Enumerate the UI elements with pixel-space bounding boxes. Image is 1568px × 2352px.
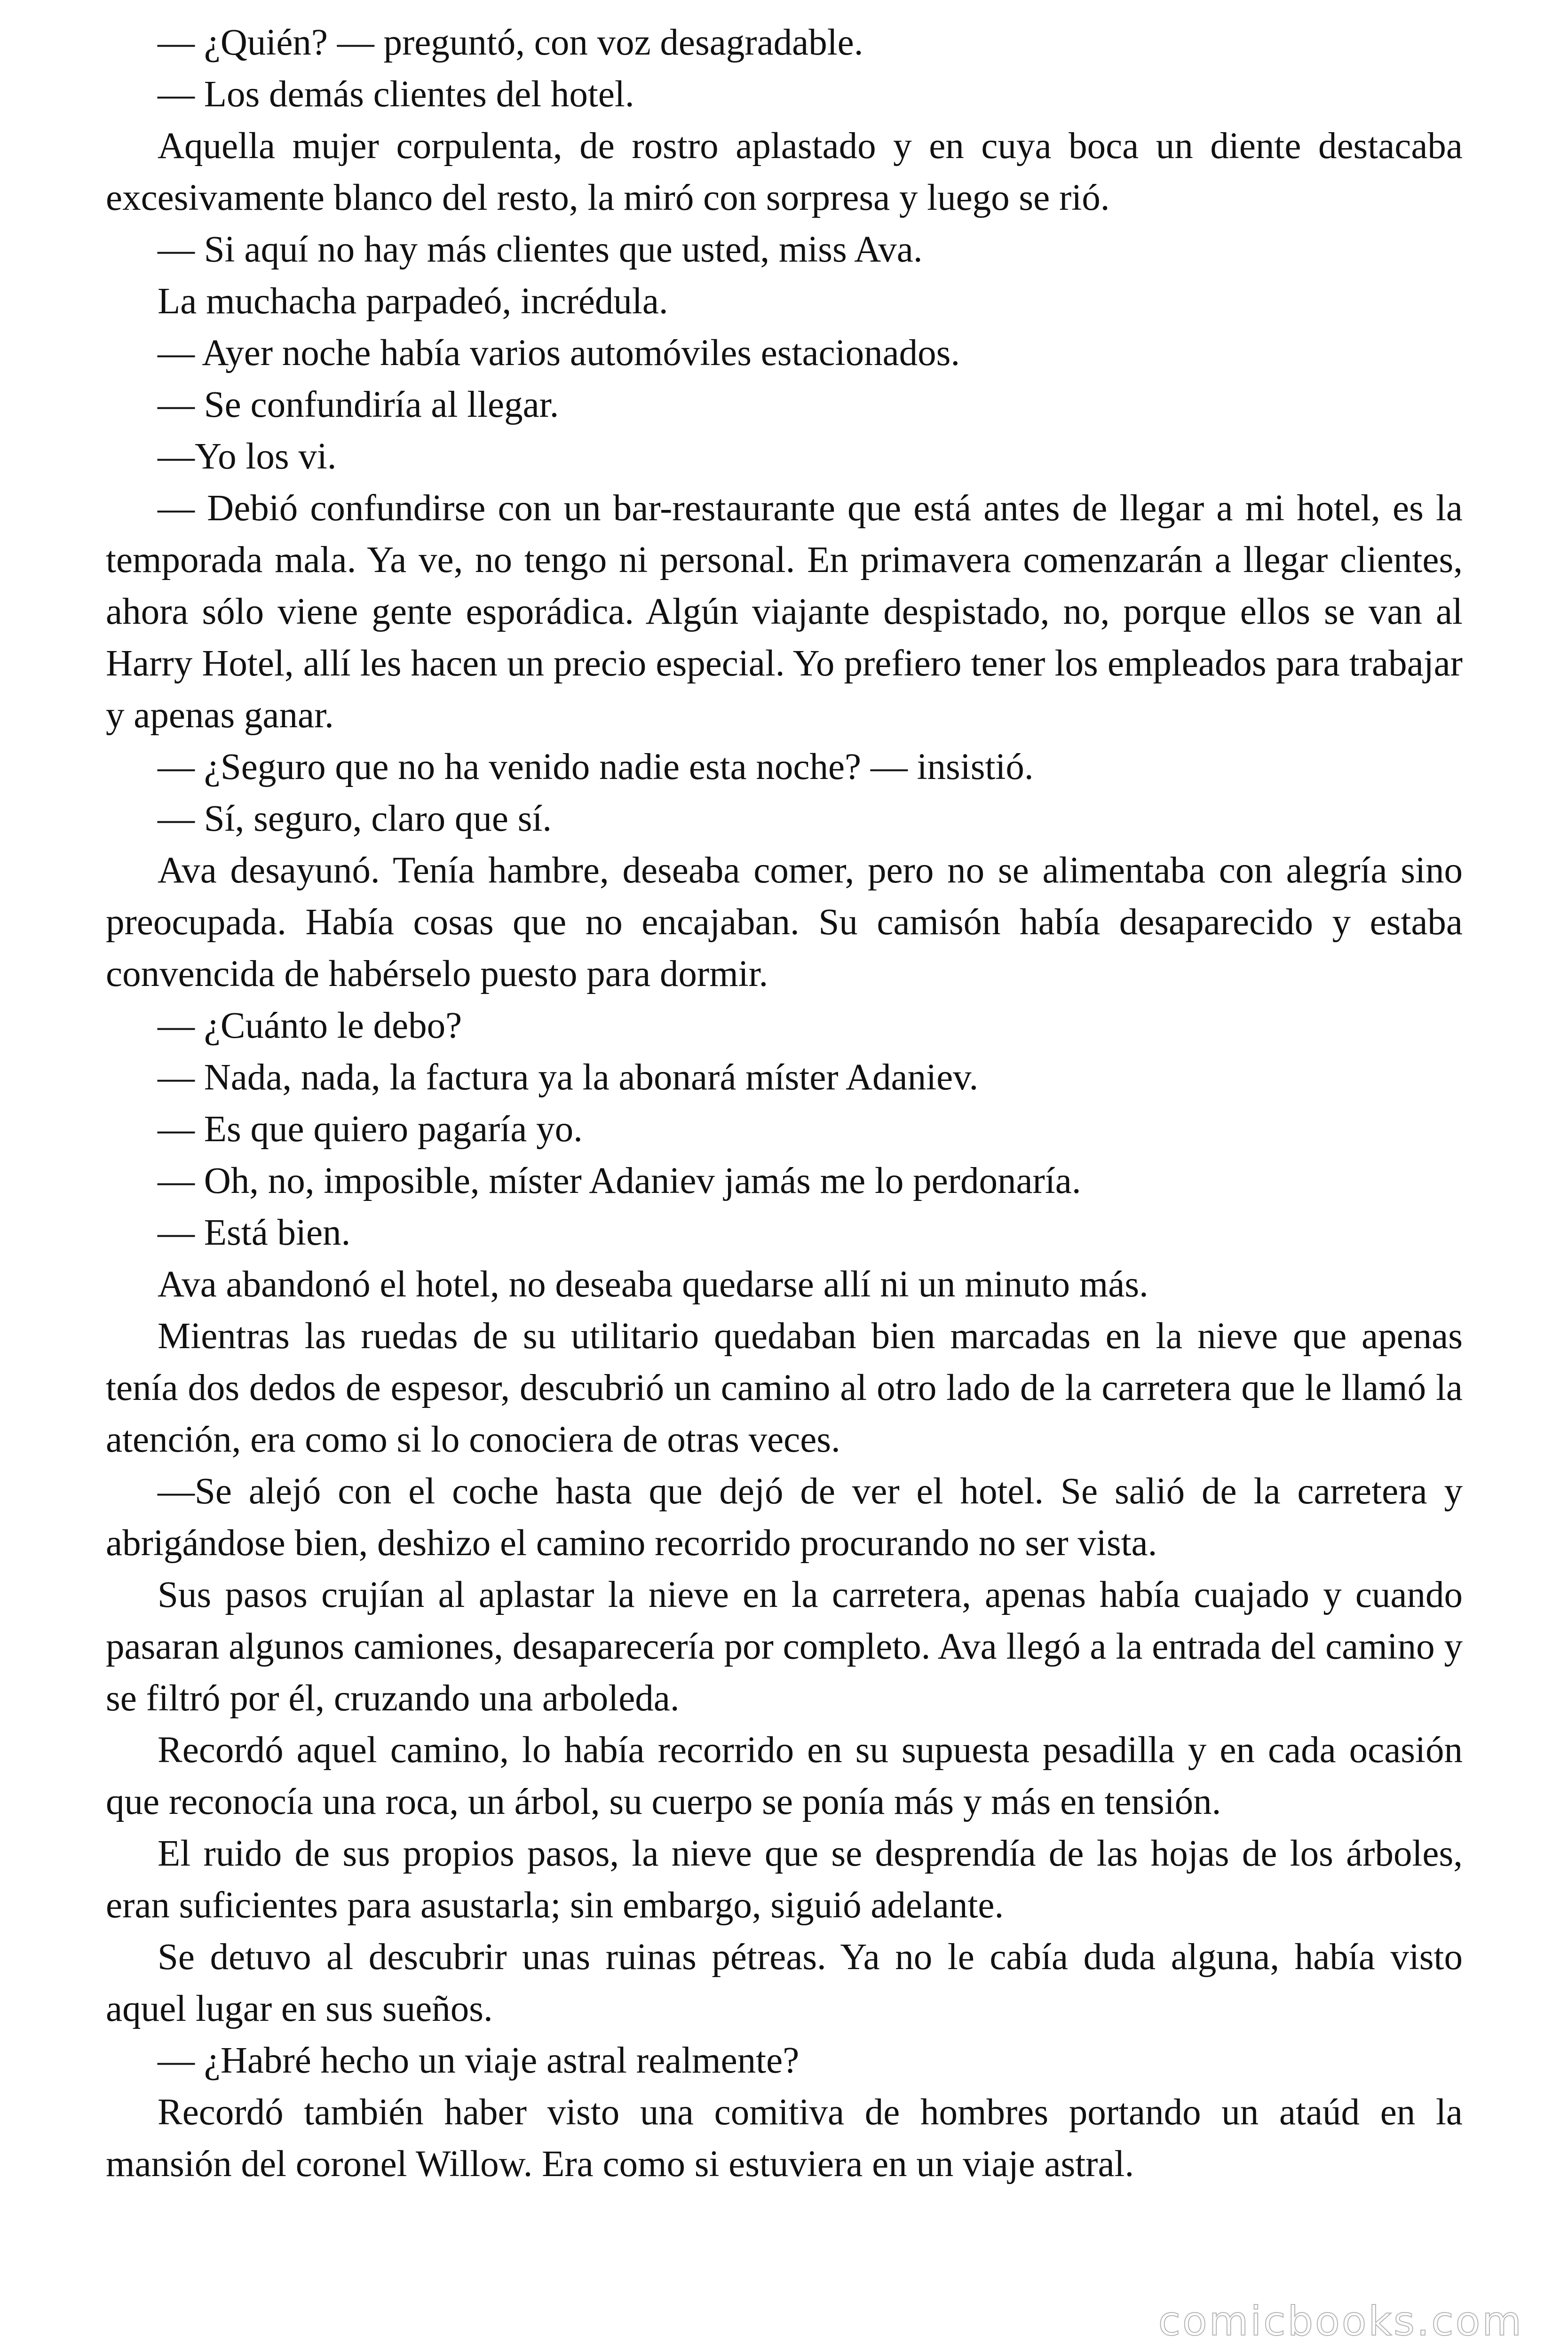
paragraph-17: — Está bien. <box>158 1212 351 1253</box>
paragraph-2: — Los demás clientes del hotel. <box>158 74 634 115</box>
paragraph-1: — ¿Quién? — preguntó, con voz desagradable. <box>158 22 863 63</box>
paragraph-10: — ¿Seguro que no ha venido nadie esta noche? — insistió. <box>158 747 1034 787</box>
paragraph-20: —Se alejó con el coche hasta que dejó de ver el hotel. Se salió de la carretera y abrigándose bien, deshizo el camino recorrido procurando no ser vista. <box>106 1471 1463 1564</box>
paragraph-15: — Es que quiero pagaría yo. <box>158 1109 583 1150</box>
paragraph-26: Recordó también haber visto una comitiva de hombres portando un ataúd en la mansión del coronel Willow. Era como si estuviera en un viaje astral. <box>106 2092 1463 2185</box>
paragraph-22: Recordó aquel camino, lo había recorrido en su supuesta pesadilla y en cada ocasión que reconocía una roca, un árbol, su cuerpo se ponía más y más en tensión. <box>106 1730 1463 1822</box>
paragraph-18: Ava abandonó el hotel, no deseaba quedarse allí ni un minuto más. <box>158 1264 1148 1305</box>
paragraph-23: El ruido de sus propios pasos, la nieve que se desprendía de las hojas de los árboles, eran suficientes para asustarla; sin embargo, siguió adelante. <box>106 1833 1463 1926</box>
paragraph-8: —Yo los vi. <box>158 436 337 477</box>
paragraph-3: Aquella mujer corpulenta, de rostro aplastado y en cuya boca un diente destacaba excesivamente blanco del resto, la miró con sorpresa y luego se rió. <box>106 126 1463 218</box>
paragraph-13: — ¿Cuánto le debo? <box>158 1005 462 1046</box>
book-page <box>106 17 1463 2190</box>
paragraph-24: Se detuvo al descubrir unas ruinas pétreas. Ya no le cabía duda alguna, había visto aquel lugar en sus sueños. <box>106 1937 1463 2029</box>
paragraph-19: Mientras las ruedas de su utilitario quedaban bien marcadas en la nieve que apenas tenía dos dedos de espesor, descubrió un camino al otro lado de la carretera que le llamó la atención, era como si lo conociera de otras veces. <box>106 1316 1463 1460</box>
paragraph-16: — Oh, no, imposible, míster Adaniev jamás me lo perdonaría. <box>158 1160 1081 1201</box>
paragraph-5: La muchacha parpadeó, incrédula. <box>158 281 668 322</box>
site-watermark: comicbooks.com <box>1158 2298 1523 2345</box>
paragraph-6: — Ayer noche había varios automóviles estacionados. <box>158 333 960 373</box>
paragraph-14: — Nada, nada, la factura ya la abonará míster Adaniev. <box>158 1057 979 1098</box>
paragraph-9: — Debió confundirse con un bar-restaurante que está antes de llegar a mi hotel, es la temporada mala. Ya ve, no tengo ni personal. En primavera comenzarán a llegar clientes, ahora sólo viene gente esporádica. Algún viajante despistado, no, porque ellos se van al Harry Hotel, allí les hacen un precio especial. Yo prefiero tener los empleados para trabajar y apenas ganar. <box>106 488 1463 736</box>
paragraph-21: Sus pasos crujían al aplastar la nieve en la carretera, apenas había cuajado y cuando pasaran algunos camiones, desaparecería por completo. Ava llegó a la entrada del camino y se filtró por él, cruzando una arboleda. <box>106 1574 1463 1719</box>
paragraph-4: — Si aquí no hay más clientes que usted, miss Ava. <box>158 229 923 270</box>
paragraph-7: — Se confundiría al llegar. <box>158 384 559 425</box>
paragraph-11: — Sí, seguro, claro que sí. <box>158 798 552 839</box>
paragraph-12: Ava desayunó. Tenía hambre, deseaba comer, pero no se alimentaba con alegría sino preocupada. Había cosas que no encajaban. Su camisón había desaparecido y estaba convencida de habérselo puesto para dormir. <box>106 850 1463 994</box>
paragraph-25: — ¿Habré hecho un viaje astral realmente? <box>158 2040 800 2081</box>
